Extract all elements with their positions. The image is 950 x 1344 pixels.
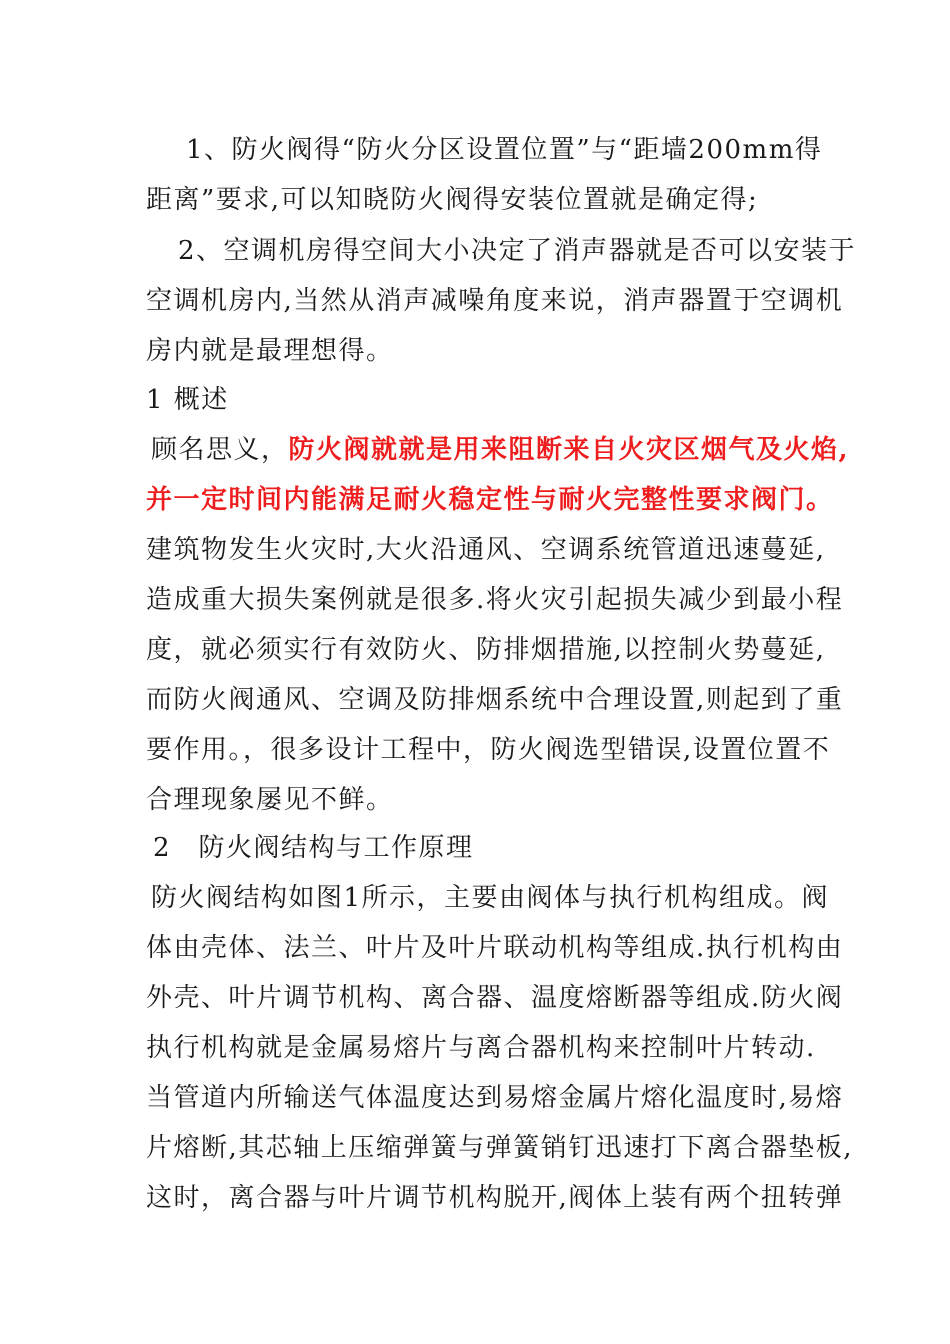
section-1-body-line: 而防火阀通风、空调及防排烟系统中合理设置,则起到了重 <box>146 685 844 715</box>
section-2-body-line: 当管道内所输送气体温度达到易熔金属片熔化温度时,易熔 <box>146 1083 844 1113</box>
paragraph-2-line-2: 空调机房内,当然从消声减噪角度来说，消声器置于空调机 <box>146 286 844 316</box>
paragraph-2-line-1: 2、空调机房得空间大小决定了消声器就是否可以安装于 <box>178 236 857 266</box>
section-1-body-line: 合理现象屡见不鲜。 <box>146 785 394 815</box>
section-2-body-line: 执行机构就是金属易熔片与离合器机构来控制叶片转动. <box>146 1033 816 1063</box>
section-1-intro-line <box>151 433 849 467</box>
section-2-body-line: 防火阀结构如图1所示，主要由阀体与执行机构组成。阀 <box>151 883 830 913</box>
paragraph-2-line-3: 房内就是最理想得。 <box>146 336 394 366</box>
section-1-body-line: 建筑物发生火灾时,大火沿通风、空调系统管道迅速蔓延, <box>146 535 826 565</box>
paragraph-1-line-2: 距离”要求,可以知晓防火阀得安装位置就是确定得; <box>146 185 759 215</box>
section-1-body-line: 要作用。，很多设计工程中，防火阀选型错误,设置位置不 <box>146 735 831 765</box>
intro-plain-text: 顾名思义， <box>151 435 289 465</box>
section-2-body-line: 片熔断,其芯轴上压缩弹簧与弹簧销钉迅速打下离合器垫板, <box>146 1133 854 1163</box>
intro-highlight-text: 防火阀就就是用来阻断来自火灾区烟气及火焰, <box>288 435 850 465</box>
section-2-body-line: 这时，离合器与叶片调节机构脱开,阀体上装有两个扭转弹 <box>146 1183 844 1213</box>
section-2-body-line: 体由壳体、法兰、叶片及叶片联动机构等组成.执行机构由 <box>146 933 844 963</box>
section-1-body-line: 度，就必须实行有效防火、防排烟措施,以控制火势蔓延, <box>146 635 826 665</box>
section-1-body-line: 造成重大损失案例就是很多.将火灾引起损失减少到最小程 <box>146 585 844 615</box>
section-1-heading: 1 概述 <box>146 385 229 415</box>
section-2-heading: 2 防火阀结构与工作原理 <box>153 833 474 863</box>
section-2-body-line: 外壳、叶片调节机构、离合器、温度熔断器等组成.防火阀 <box>146 983 844 1013</box>
paragraph-1-line-1: 1、防火阀得“防火分区设置位置”与“距墙200mm得 <box>186 135 823 165</box>
highlight-line-2: 并一定时间内能满足耐火稳定性与耐火完整性要求阀门。 <box>146 485 834 515</box>
